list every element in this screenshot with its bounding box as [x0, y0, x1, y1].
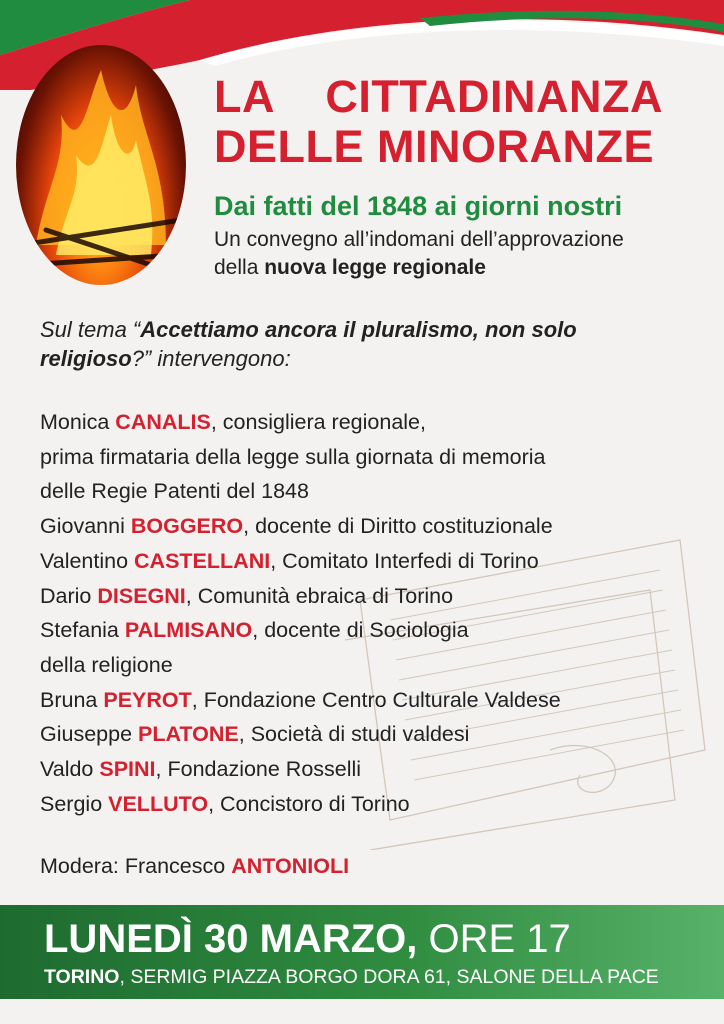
speaker-role-continued: prima firmataria della legge sulla giornata di memoria [40, 444, 546, 469]
event-title [214, 72, 714, 172]
fire-image [16, 45, 186, 285]
speaker-surname: VELLUTO [108, 791, 209, 816]
speaker-first-name: Dario [40, 583, 98, 608]
speaker-role: , docente di Sociologia [252, 618, 469, 643]
moderator-line [40, 850, 349, 882]
speaker-surname: BOGGERO [130, 514, 244, 539]
speaker-item [40, 683, 710, 718]
event-venue [44, 963, 659, 991]
speaker-surname: CANALIS [115, 410, 211, 434]
event-subtitle: Dai fatti del 1848 ai giorni nostri [214, 191, 623, 221]
speaker-item [40, 787, 710, 822]
speaker-role-continued: delle Regie Patenti del 1848 [40, 479, 309, 504]
speaker-surname: PEYROT [103, 687, 192, 712]
event-date-time [44, 913, 571, 965]
intro-line-2 [214, 254, 714, 282]
speaker-first-name: Sergio [40, 791, 109, 816]
speaker-role: , Fondazione Centro Culturale Valdese [191, 687, 561, 712]
speaker-role: , Concistoro di Torino [208, 791, 410, 816]
event-intro [214, 226, 714, 282]
speaker-item [40, 579, 710, 614]
speaker-first-name: Bruna [40, 687, 104, 712]
speakers-list [40, 405, 710, 821]
event-venue-address: , SERMIG PIAZZA BORGO DORA 61, SALONE DELLA PACE [119, 966, 659, 988]
intro-highlight: nuova legge regionale [264, 256, 486, 279]
speaker-first-name: Giuseppe [40, 722, 139, 747]
speaker-item [40, 613, 710, 648]
theme-line-2 [40, 344, 700, 373]
speaker-first-name: Monica [40, 410, 116, 434]
event-time: ORE 17 [417, 917, 571, 961]
speaker-role: , Comunità ebraica di Torino [185, 583, 454, 608]
theme-question-part2: religioso [40, 346, 132, 371]
speaker-role: , Fondazione Rosselli [155, 757, 362, 782]
speaker-item [40, 717, 710, 752]
speaker-first-name: Valentino [40, 548, 135, 573]
speaker-role: , consigliera regionale, [210, 410, 426, 434]
moderator-surname: ANTONIOLI [231, 854, 350, 878]
speaker-item [40, 544, 710, 579]
speaker-item [40, 405, 710, 440]
speaker-role: , docente di Diritto costituzionale [243, 514, 553, 539]
speaker-role-continued: della religione [40, 652, 173, 677]
speaker-item [40, 752, 710, 787]
speaker-surname: SPINI [99, 757, 156, 782]
speaker-surname: CASTELLANI [134, 548, 271, 573]
speaker-role: , Comitato Interfedi di Torino [270, 548, 539, 573]
speaker-role: , Società di studi valdesi [238, 722, 470, 747]
speaker-item [40, 509, 710, 544]
moderator-label: Modera: Francesco [40, 854, 232, 878]
speaker-surname: DISEGNI [97, 583, 186, 608]
title-line-1: LA CITTADINANZA [214, 71, 663, 122]
event-footer-banner [0, 905, 724, 999]
event-city: TORINO [44, 966, 120, 988]
theme-line-1 [40, 315, 700, 344]
intro-prefix: della [214, 256, 265, 279]
title-line-2: DELLE MINORANZE [214, 121, 654, 172]
intro-line-1: Un convegno all’indomani dell’approvazione [214, 228, 624, 251]
speaker-first-name: Valdo [40, 757, 100, 782]
speaker-first-name: Stefania [40, 618, 125, 643]
theme-suffix: ?” intervengono: [131, 346, 291, 371]
speaker-surname: PALMISANO [124, 618, 253, 643]
event-date: LUNEDÌ 30 MARZO, [44, 917, 418, 961]
theme-question-part1: Accettiamo ancora il pluralismo, non solo [140, 317, 577, 342]
discussion-theme [40, 315, 700, 373]
speaker-surname: PLATONE [138, 722, 239, 747]
theme-prefix: Sul tema “ [40, 317, 141, 342]
speaker-first-name: Giovanni [40, 514, 131, 539]
